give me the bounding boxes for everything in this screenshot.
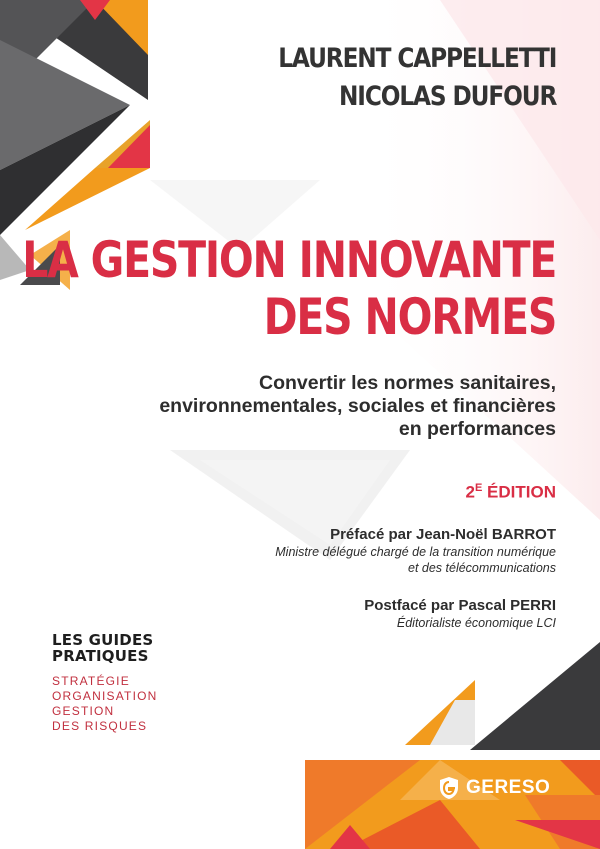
publisher-name: GERESO <box>466 777 551 798</box>
gereso-shield-icon <box>438 776 460 800</box>
authors <box>278 40 556 116</box>
preface-line: Préfacé par Jean-Noël BARROT <box>330 526 556 543</box>
book-title <box>22 232 556 346</box>
author-name: LAURENT CAPPELLETTI <box>278 43 556 74</box>
collection-name-line: LES GUIDES <box>52 631 154 649</box>
author-name: NICOLAS DUFOUR <box>338 81 556 112</box>
edition-suffix: E <box>474 482 483 494</box>
postface-role: Éditorialiste économique LCI <box>396 616 556 630</box>
collection-tag: DES RISQUES <box>52 719 148 733</box>
collection-block <box>52 632 158 734</box>
book-subtitle <box>76 372 556 441</box>
title-line: DES NORMES <box>263 288 556 346</box>
preface-credit <box>275 525 556 576</box>
preface-role: et des télécommunications <box>408 561 556 575</box>
subtitle-line: environnementales, sociales et financières <box>159 395 556 417</box>
collection-tag: GESTION <box>52 704 115 718</box>
postface-line: Postfacé par Pascal PERRI <box>364 597 556 614</box>
bottom-right-shapes <box>305 642 600 849</box>
collection-name <box>52 632 158 664</box>
postface-credit <box>364 596 556 631</box>
publisher-logo <box>438 776 550 800</box>
subtitle-line: en performances <box>398 418 556 440</box>
collection-tag: STRATÉGIE <box>52 674 130 688</box>
edition-word: ÉDITION <box>482 482 556 502</box>
preface-role: Ministre délégué chargé de la transition numérique <box>275 545 556 559</box>
collection-name-line: PRATIQUES <box>52 647 149 665</box>
edition-number: 2 <box>465 482 475 502</box>
collection-tag: ORGANISATION <box>52 689 158 703</box>
subtitle-line: Convertir les normes sanitaires, <box>259 372 556 394</box>
edition-label <box>466 482 556 503</box>
title-line: LA GESTION INNOVANTE <box>22 231 556 289</box>
collection-tags <box>52 674 158 734</box>
